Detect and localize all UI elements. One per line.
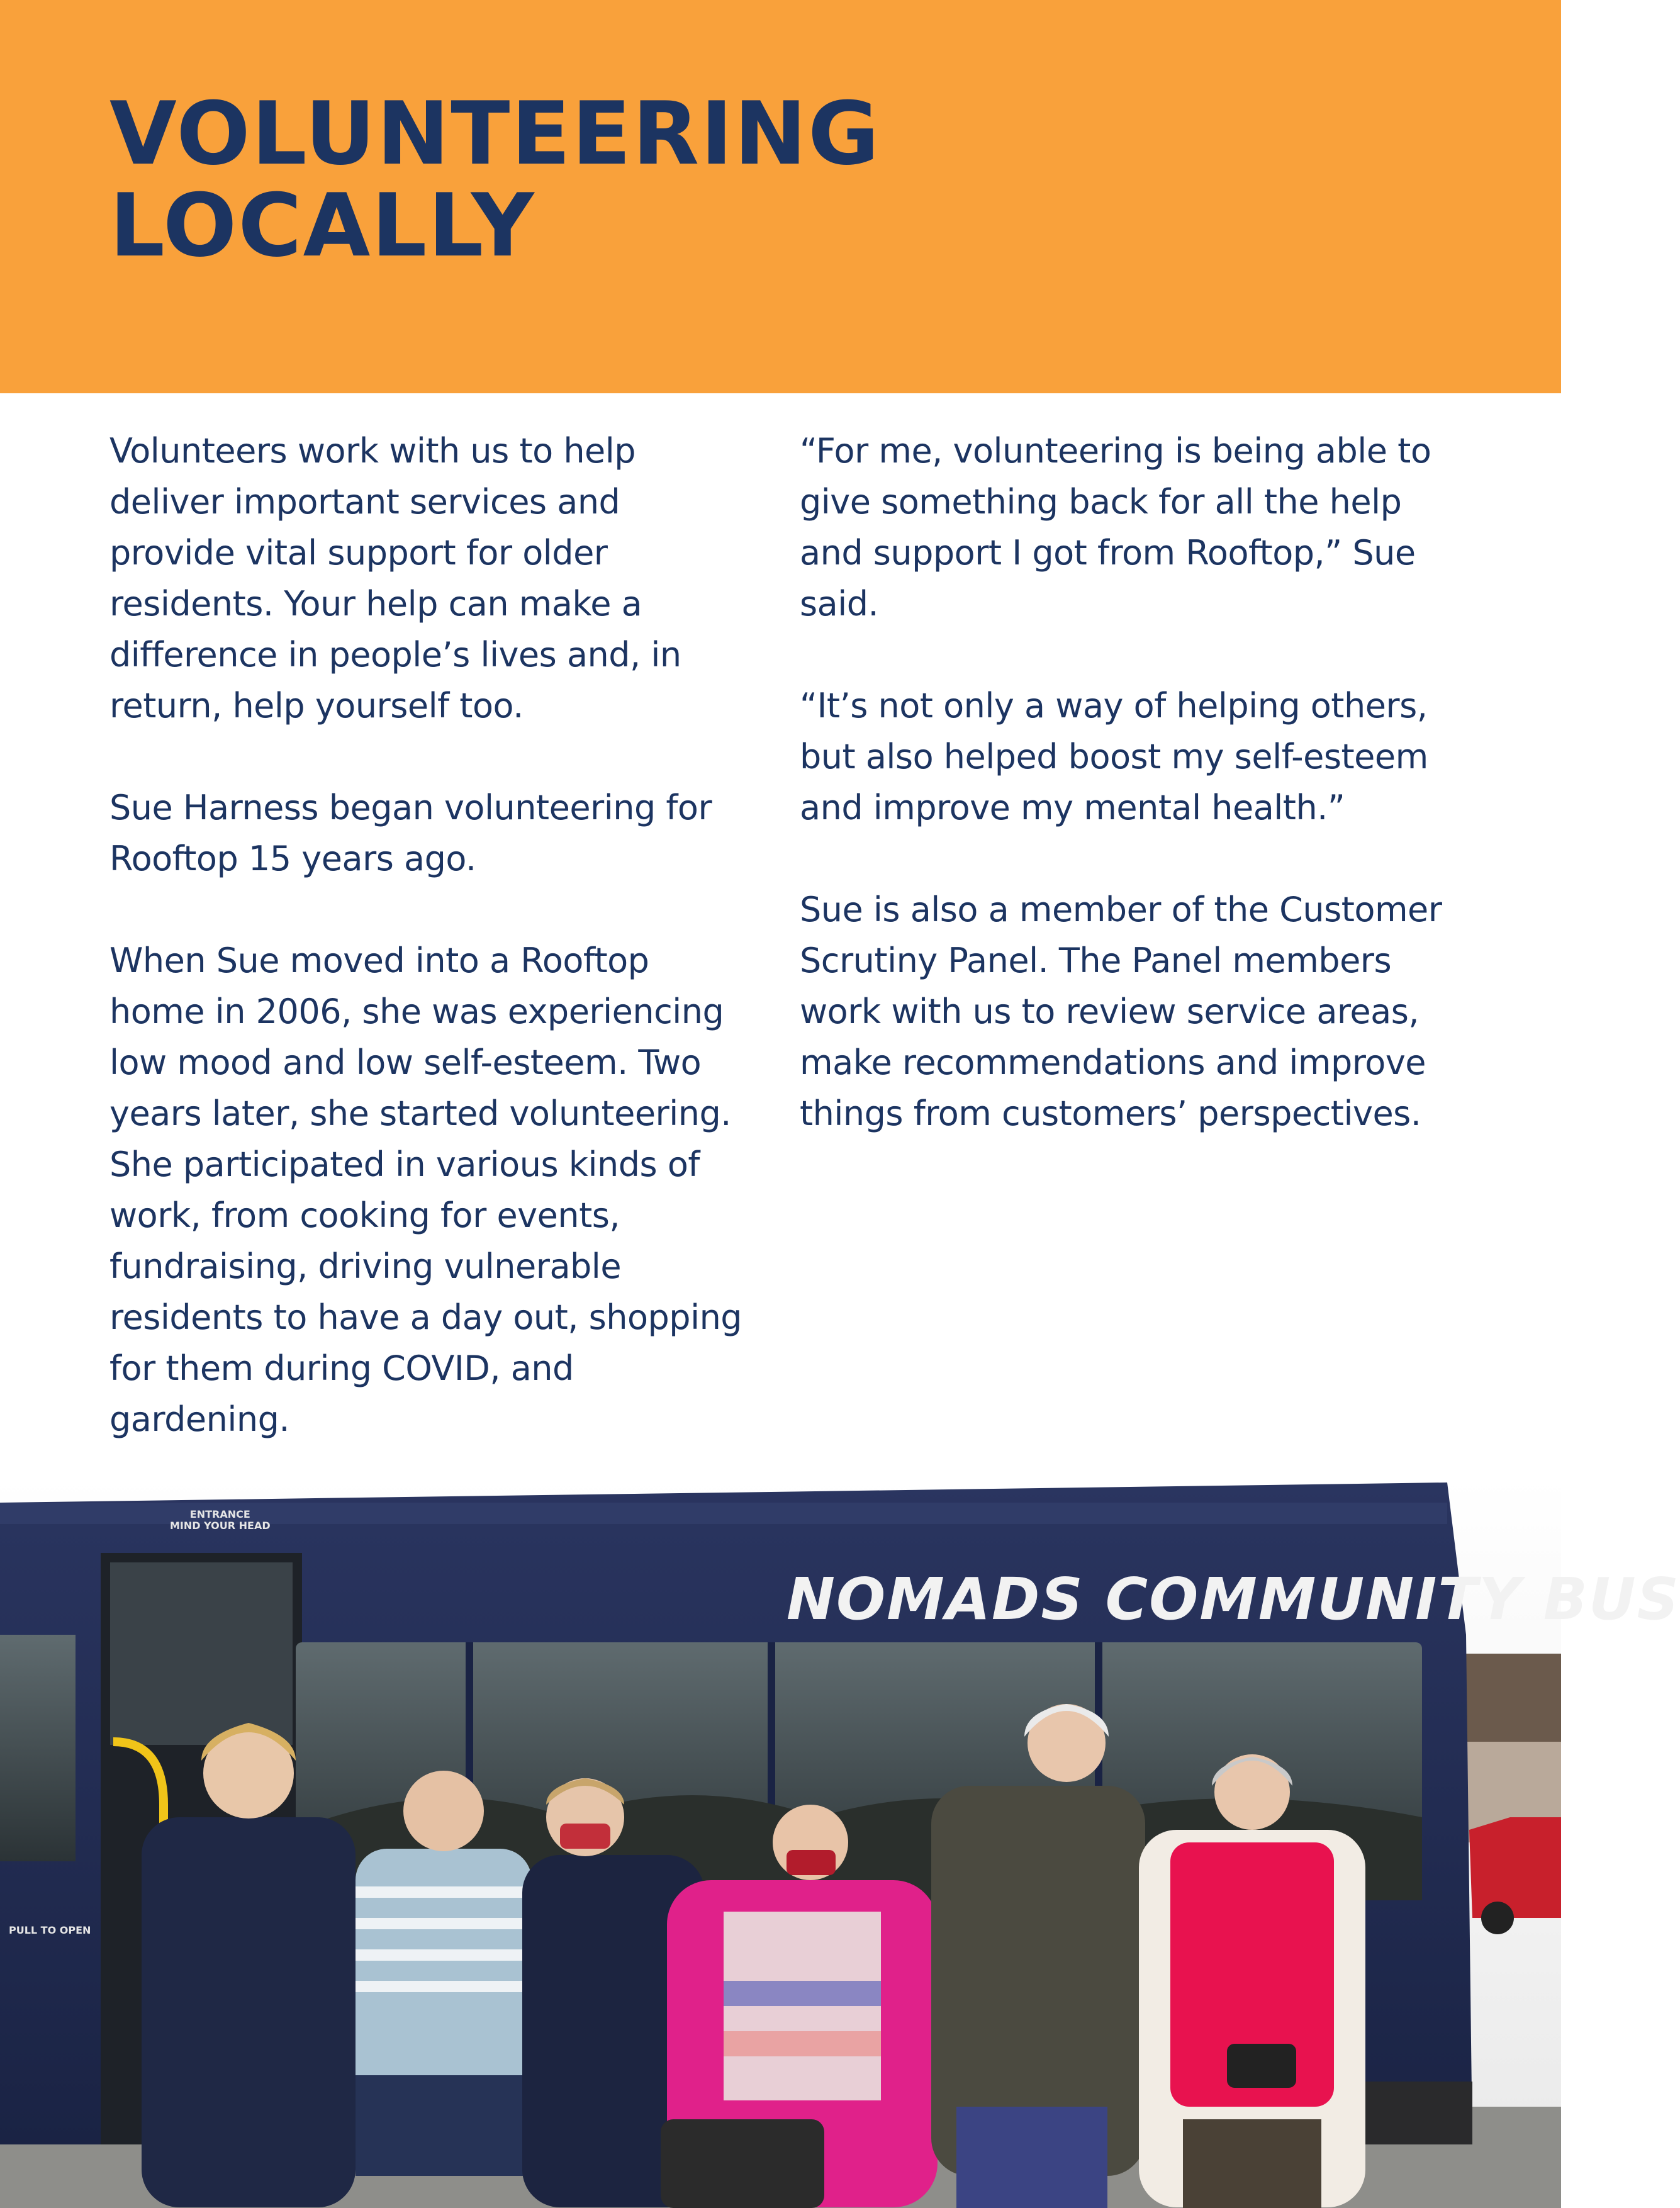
entrance-sign-line-1: ENTRANCE (189, 1508, 250, 1520)
entrance-sign-line-2: MIND YOUR HEAD (170, 1520, 271, 1532)
pull-to-open-sign: PULL TO OPEN (9, 1924, 91, 1936)
bus-name-text: NOMADS COMMUNITY BUS (787, 1566, 1680, 1633)
sue-intro-paragraph: Sue Harness began volunteering for Rooftop 15 years ago. (109, 788, 712, 878)
quote-paragraph-2: “It’s not only a way of helping others, but also helped boost my self-esteem and improve my mental health.” (800, 686, 1428, 827)
left-column (109, 425, 745, 1496)
right-column (800, 425, 1448, 1190)
panel-paragraph: Sue is also a member of the Customer Scrutiny Panel. The Panel members work with us to review service areas, make recommendations and improve things from customers’ perspectives. (800, 890, 1442, 1133)
page-title (109, 83, 881, 276)
quote-paragraph-1: “For me, volunteering is being able to give something back for all the help and support I got from Rooftop,” Sue said. (800, 431, 1431, 624)
title-line-2: LOCALLY (109, 175, 535, 276)
entrance-sign (170, 1509, 271, 1532)
title-line-1: VOLUNTEERING (109, 83, 881, 184)
intro-paragraph: Volunteers work with us to help deliver important services and provide vital support for older residents. Your help can make a difference in people’s lives and, in return, help yourself too. (109, 431, 681, 726)
sue-story-paragraph: When Sue moved into a Rooftop home in 2006, she was experiencing low mood and low self-esteem. Two years later, she started volunteering. She participated in various kinds of work, from cooking for events, fundraising, driving vulnerable residents to have a day out, shopping for them during COVID, and gardening. (109, 941, 742, 1439)
